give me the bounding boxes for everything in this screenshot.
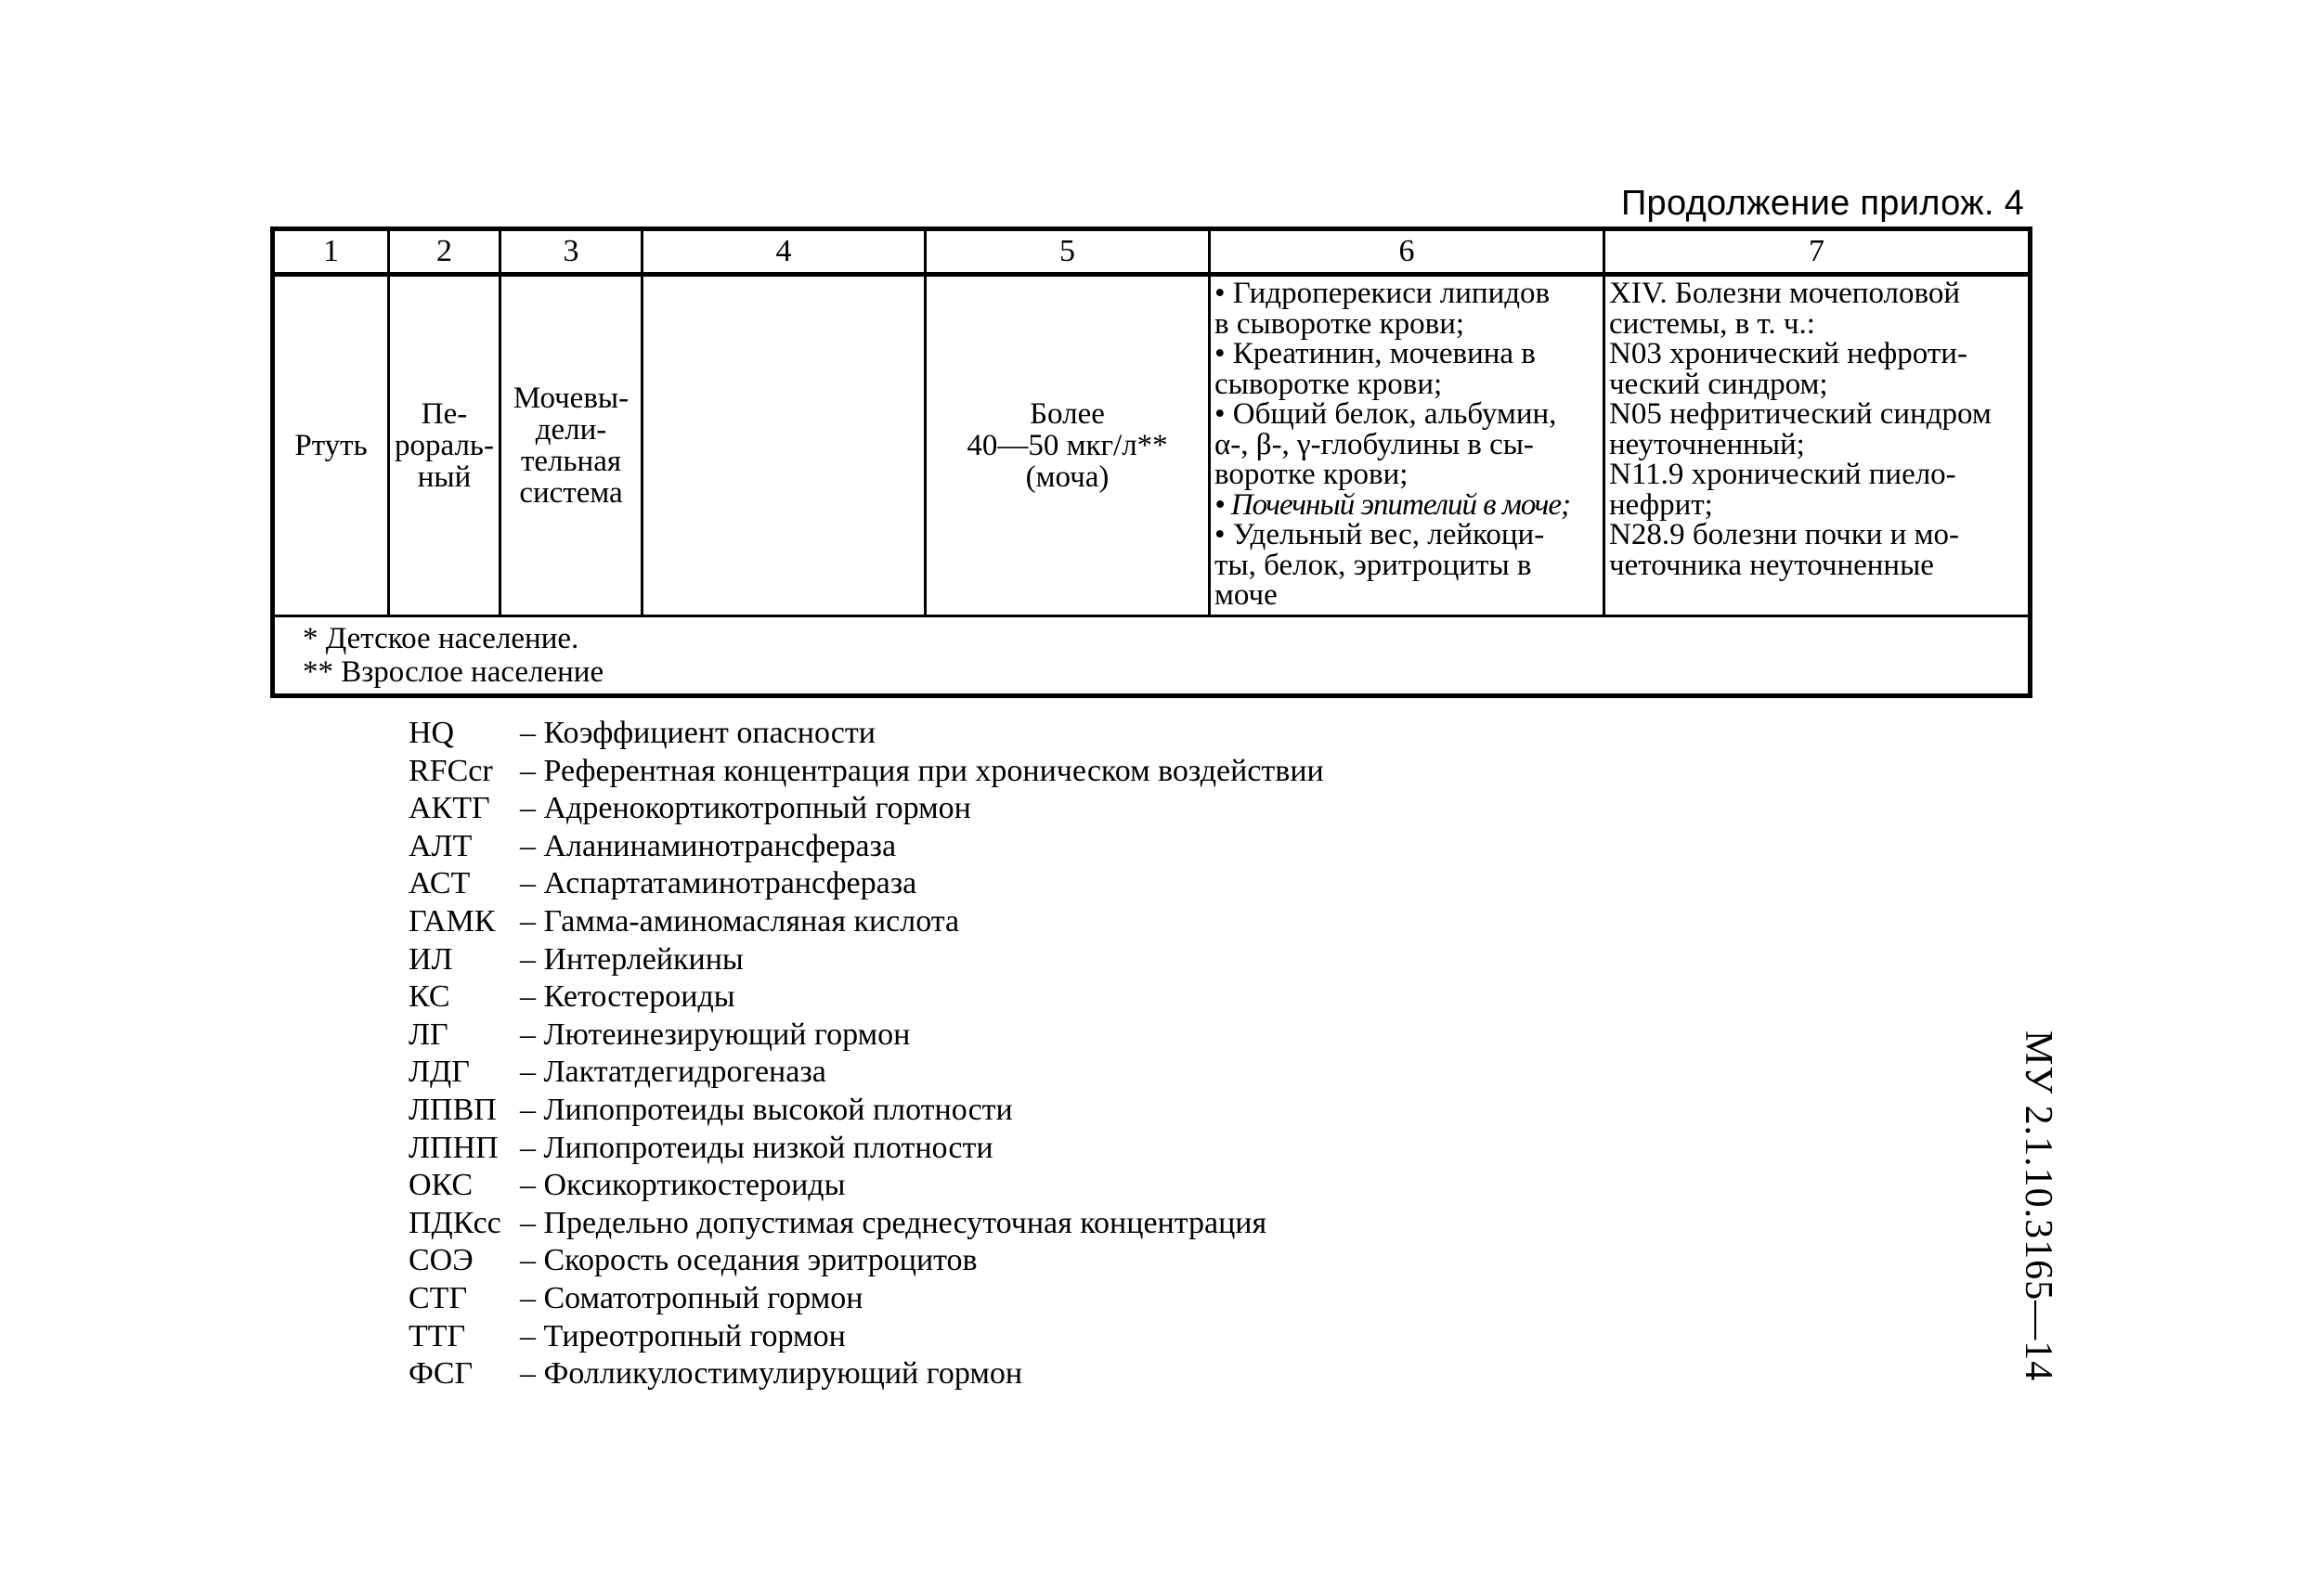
abbreviations-list — [409, 715, 1324, 1393]
table-row — [273, 275, 2031, 616]
list-item — [409, 1318, 1324, 1356]
cell-line: четочника неуточненные — [1609, 548, 1934, 582]
cell-line: (моча) — [1025, 460, 1110, 494]
abbreviation-text: – Фолликулостимулирующий гормон — [520, 1356, 1023, 1392]
abbreviation-text: – Референтная концентрация при хроническом воздействии — [520, 753, 1324, 788]
abbreviation-code: КС — [409, 979, 450, 1015]
concentration-cell — [926, 275, 1210, 616]
cell-line: ты, белок, эритроциты в — [1214, 548, 1532, 582]
abbreviation-code: СТГ — [409, 1280, 468, 1315]
list-item — [409, 1017, 1324, 1055]
column-header: 2 — [389, 229, 500, 275]
indicators-cell — [1210, 275, 1604, 616]
list-item — [409, 753, 1324, 791]
column-header: 3 — [500, 229, 643, 275]
column-header: 4 — [643, 229, 926, 275]
cell-line: в сыворотке крови; — [1214, 306, 1465, 341]
cell-line: • Почечный эпителий в моче; — [1214, 487, 1570, 522]
list-item — [409, 903, 1324, 941]
empty-cell — [643, 275, 926, 616]
abbreviation-text: – Тиреотропный гормон — [520, 1318, 846, 1353]
list-item — [409, 1355, 1324, 1393]
footnote: * Детское население. — [303, 622, 579, 655]
list-item — [409, 978, 1324, 1017]
abbreviation-text: – Лактатдегидрогеназа — [520, 1055, 826, 1090]
table-notes-row — [273, 616, 2031, 696]
abbreviation-code: RFCcr — [409, 753, 493, 788]
abbreviation-text: – Липопротеиды низкой плотности — [520, 1130, 993, 1165]
list-item — [409, 1130, 1324, 1168]
cell-line: моче — [1214, 578, 1278, 612]
cell-line: сыворотке крови; — [1214, 367, 1443, 401]
abbreviation-text: – Адренокортикотропный гормон — [520, 791, 971, 826]
document-code-vertical: МУ 2.1.10.3165—14 — [2017, 1030, 2059, 1382]
appendix-table — [270, 227, 2032, 698]
abbreviation-code: АЛТ — [409, 828, 473, 863]
cell-line: • Гидроперекиси липидов — [1214, 277, 1551, 310]
abbreviation-code: ИЛ — [409, 941, 453, 977]
list-item — [409, 1242, 1324, 1280]
list-item — [409, 1092, 1324, 1130]
abbreviation-text: – Лютеинезирующий гормон — [520, 1017, 911, 1052]
cell-line: системы, в т. ч.: — [1609, 306, 1815, 341]
list-item — [409, 865, 1324, 903]
footnote: ** Взрослое население — [303, 655, 604, 689]
abbreviation-text: – Оксикортикостероиды — [520, 1168, 846, 1203]
cell-line: XIV. Болезни мочеполовой — [1609, 277, 1961, 310]
abbreviation-text: – Предельно допустимая среднесуточная концентрация — [520, 1205, 1267, 1240]
abbreviation-code: АКТГ — [409, 791, 490, 826]
list-item — [409, 1054, 1324, 1092]
cell-line: N05 нефритический синдром — [1609, 397, 1992, 431]
column-header: 6 — [1210, 229, 1604, 275]
list-item — [409, 1167, 1324, 1205]
abbreviation-text: – Аспартатаминотрансфераза — [520, 866, 917, 901]
cell-line: • Удельный вес, лейкоци- — [1214, 518, 1545, 551]
list-item — [409, 790, 1324, 828]
abbreviation-code: HQ — [409, 716, 455, 750]
abbreviation-code: АСТ — [409, 866, 471, 901]
cell-line: нефрит; — [1609, 487, 1713, 522]
cell-line: 40—50 мкг/л** — [967, 429, 1168, 462]
abbreviation-code: ЛПВП — [409, 1092, 497, 1127]
abbreviation-code: ГАМК — [409, 903, 496, 939]
cell-line: воротке крови; — [1214, 458, 1409, 491]
appendix-continuation-heading: Продолжение прилож. 4 — [1620, 184, 2024, 223]
list-item — [409, 828, 1324, 866]
footnotes-cell — [273, 616, 2031, 696]
cell-line: N28.9 болезни почки и мо- — [1609, 518, 1959, 551]
abbreviation-code: ЛГ — [409, 1017, 448, 1052]
list-item — [409, 1205, 1324, 1243]
abbreviation-text: – Соматотропный гормон — [520, 1280, 863, 1315]
cell-line: • Общий белок, альбумин, — [1214, 397, 1557, 431]
abbreviation-code: ЛПНП — [409, 1130, 499, 1165]
abbreviation-code: ЛДГ — [409, 1055, 470, 1090]
cell-line: Более — [1030, 397, 1105, 431]
abbreviation-code: СОЭ — [409, 1243, 474, 1278]
abbreviation-text: – Гамма-аминомасляная кислота — [520, 903, 960, 939]
cell-line: Пе- — [421, 397, 468, 431]
abbreviation-text: – Коэффициент опасности — [520, 716, 876, 750]
column-header: 1 — [273, 229, 389, 275]
cell-line: система — [519, 476, 623, 510]
abbreviation-text: – Интерлейкины — [520, 941, 744, 977]
cell-line: дели- — [535, 413, 607, 447]
abbreviation-text: – Кетостероиды — [520, 979, 735, 1015]
abbreviation-code: ФСГ — [409, 1356, 474, 1392]
abbreviation-text: – Аланинаминотрансфераза — [520, 828, 897, 863]
cell-line: α-, β-, γ-глобулины в сы- — [1214, 427, 1534, 461]
cell-line: тельная — [520, 445, 622, 478]
abbreviation-text: – Липопротеиды высокой плотности — [520, 1092, 1013, 1127]
cell-line: • Креатинин, мочевина в — [1214, 337, 1536, 370]
abbreviation-code: ТТГ — [409, 1318, 466, 1353]
column-header: 5 — [926, 229, 1210, 275]
list-item — [409, 715, 1324, 753]
cell-line: ческий синдром; — [1609, 367, 1828, 401]
abbreviation-text: – Скорость оседания эритроцитов — [520, 1243, 978, 1278]
list-item — [409, 941, 1324, 979]
table-header-row — [273, 229, 2031, 275]
diseases-cell — [1604, 275, 2031, 616]
list-item — [409, 1280, 1324, 1318]
substance-cell: Ртуть — [273, 275, 389, 616]
cell-line: N11.9 хронический пиело- — [1609, 458, 1956, 491]
column-header: 7 — [1604, 229, 2031, 275]
cell-line: N03 хронический нефроти- — [1609, 337, 1967, 370]
cell-line: рораль- — [395, 429, 494, 462]
exposure-route-cell — [389, 275, 500, 616]
cell-line: неуточненный; — [1609, 427, 1805, 461]
abbreviation-code: ОКС — [409, 1168, 474, 1203]
abbreviation-code: ПДКсс — [409, 1205, 501, 1240]
cell-line: ный — [417, 460, 472, 494]
cell-line: Мочевы- — [513, 382, 630, 415]
target-system-cell — [500, 275, 643, 616]
